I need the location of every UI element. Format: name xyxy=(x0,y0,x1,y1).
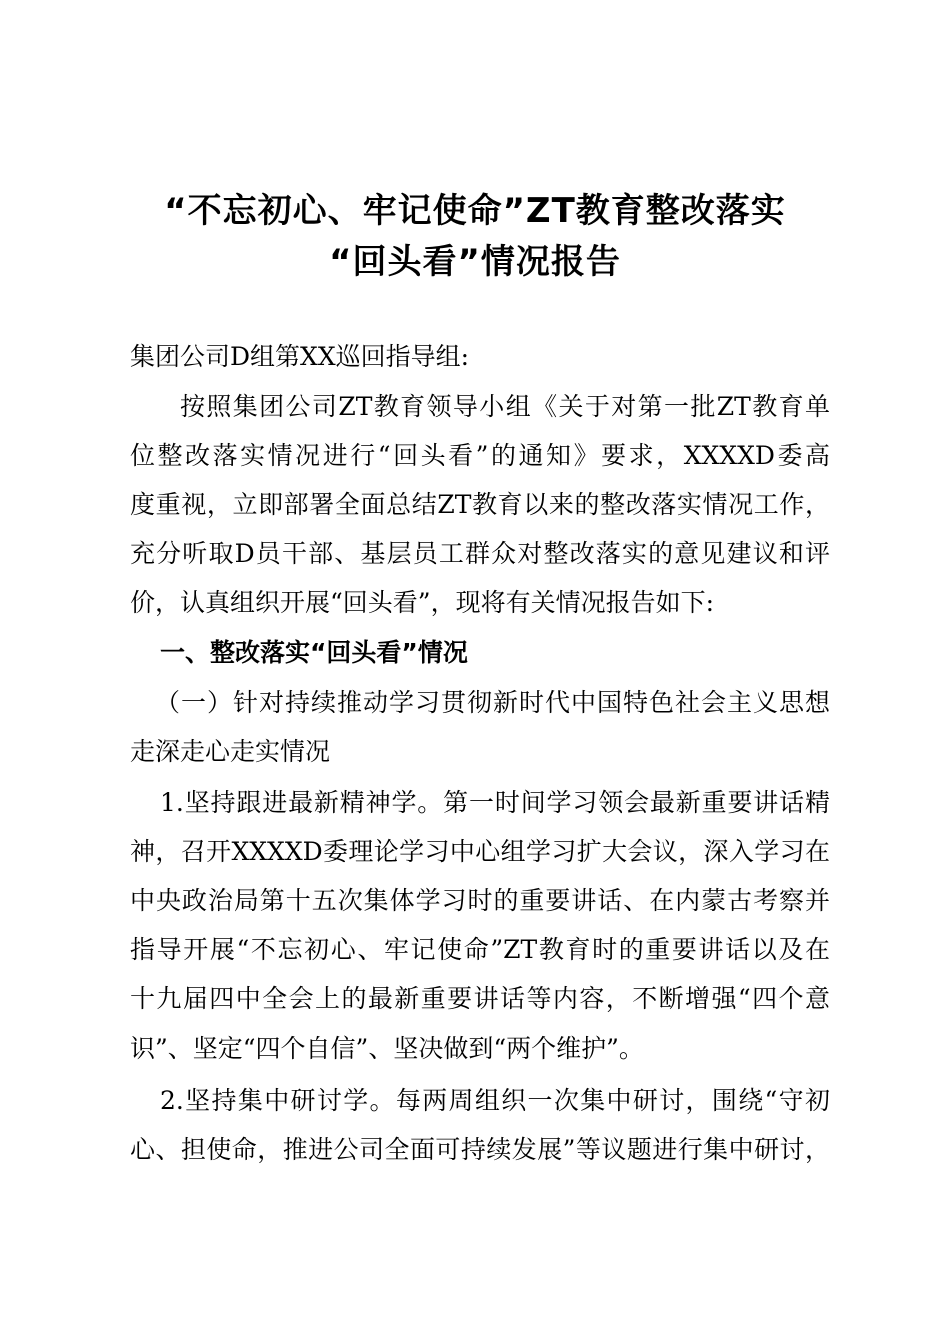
intro-line: 充分听取D员干部、基层员工群众对整改落实的意见建议和评 xyxy=(130,539,830,568)
item1-line: 识”、坚定“四个自信”、坚决做到“两个维护”。 xyxy=(130,1034,644,1063)
salutation: 集团公司D组第XX巡回指导组: xyxy=(130,342,470,371)
item1-line: 十九届四中全会上的最新重要讲话等内容，不断增强“四个意 xyxy=(130,984,830,1013)
item1-line: 神，召开XXXXD委理论学习中心组学习扩大会议，深入学习在 xyxy=(130,837,830,866)
subsection-heading-line: （一）针对持续推动学习贯彻新时代中国特色社会主义思想 xyxy=(155,688,830,717)
item2-line: 心、担使命，推进公司全面可持续发展”等议题进行集中研讨， xyxy=(130,1135,830,1164)
intro-line: 按照集团公司ZT教育领导小组《关于对第一批ZT教育单 xyxy=(180,392,830,421)
item1-line: 1.坚持跟进最新精神学。第一时间学习领会最新重要讲话精 xyxy=(160,788,830,817)
document-title-line-2: “回头看”情况报告 xyxy=(329,242,621,282)
item1-line: 中央政治局第十五次集体学习时的重要讲话、在内蒙古考察并 xyxy=(130,886,830,915)
document-title-line-1: “不忘初心、牢记使命”ZT教育整改落实 xyxy=(164,191,786,231)
intro-line: 度重视，立即部署全面总结ZT教育以来的整改落实情况工作， xyxy=(130,490,830,519)
item2-line: 2.坚持集中研讨学。每两周组织一次集中研讨，围绕“守初 xyxy=(160,1086,830,1115)
section-heading: 一、整改落实“回头看”情况 xyxy=(160,638,468,667)
intro-line: 价，认真组织开展“回头看”，现将有关情况报告如下: xyxy=(130,588,714,617)
intro-line: 位整改落实情况进行“回头看”的通知》要求，XXXXD委高 xyxy=(130,441,830,470)
subsection-heading-line: 走深走心走实情况 xyxy=(130,737,331,766)
item1-line: 指导开展“不忘初心、牢记使命”ZT教育时的重要讲话以及在 xyxy=(130,935,830,964)
